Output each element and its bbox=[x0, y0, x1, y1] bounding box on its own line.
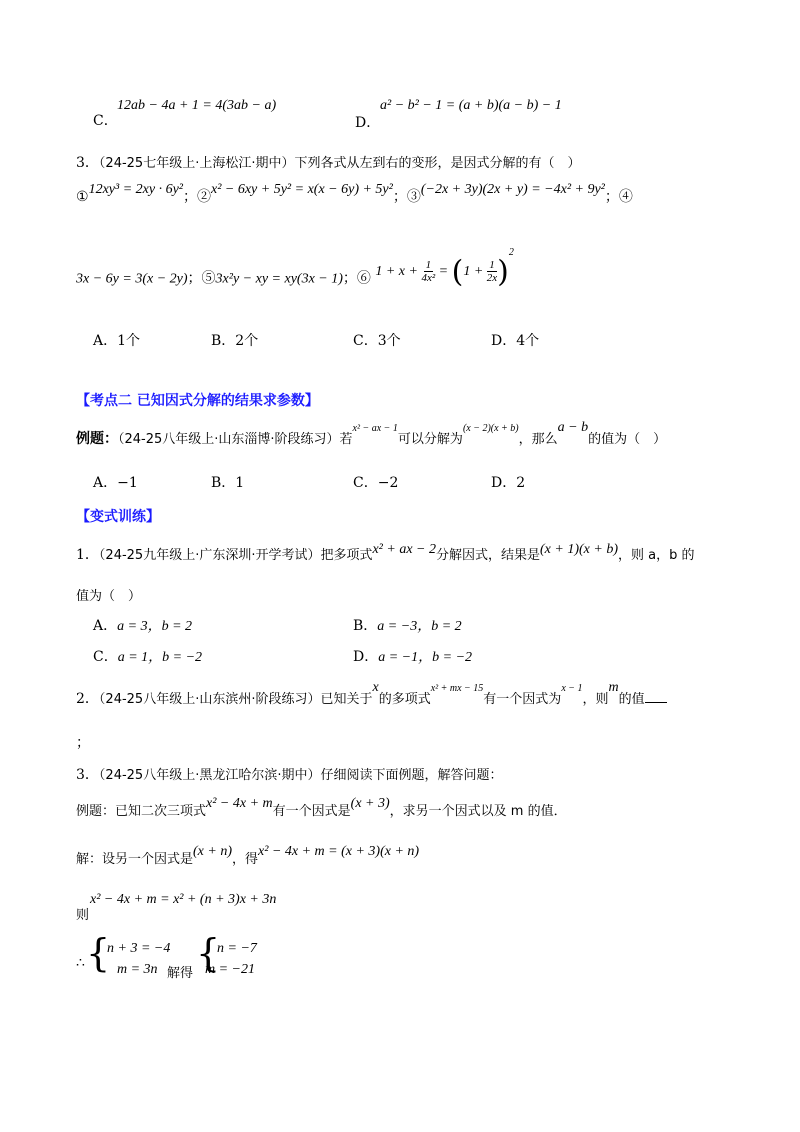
item-1-mark: ① bbox=[76, 189, 89, 205]
item-2-mark: ；② bbox=[182, 189, 211, 205]
poly: x² + mx − 15 bbox=[430, 683, 484, 694]
option-d-expr: a² − b² − 1 = (a + b)(a − b) − 1 bbox=[380, 98, 562, 113]
fraction: $\frac{1}{2x}$ bbox=[486, 259, 498, 284]
question-3 bbox=[76, 152, 580, 172]
option-c-label: C． bbox=[93, 113, 118, 129]
example-label: 例题： bbox=[76, 431, 118, 447]
practice-q3: 3．（24-25八年级上·黑龙江哈尔滨·期中）仔细阅读下面例题，解答问题： bbox=[76, 767, 503, 783]
practice-q1-option-c: C．a = 1，b = −2 bbox=[93, 649, 203, 665]
item-1-expr: 12xy³ = 2xy · 6y² bbox=[88, 182, 183, 197]
solution-line: 解：设另一个因式是(x + n)，得x² − 4x + m = (x + 3)(x + n) bbox=[76, 844, 420, 867]
example-option-d: D．2 bbox=[491, 475, 526, 491]
q3-option-d: D．4个 bbox=[491, 333, 540, 349]
question-number: 3． bbox=[76, 155, 99, 171]
practice-q2-line2: ； bbox=[76, 735, 90, 751]
system-1-eq-2: m = 3n bbox=[117, 962, 158, 977]
poly: x² − 4x + m bbox=[206, 796, 273, 811]
item-2-expr: x² − 6xy + 5y² = x(x − 6y) + 5y² bbox=[210, 182, 393, 197]
system-2-eq-2: m = −21 bbox=[205, 962, 256, 977]
practice-q3-example: 例题：已知二次三项式x² − 4x + m有一个因式是(x + 3)，求另一个因式以及 m 的值． bbox=[76, 796, 567, 819]
poly: x² + ax − 2 bbox=[372, 542, 436, 557]
var-x: x bbox=[372, 680, 379, 695]
system-2-eq-1: n = −7 bbox=[217, 941, 257, 956]
item-5-mark: ；⑤ bbox=[187, 270, 216, 287]
practice-heading: 【变式训练】 bbox=[76, 509, 160, 525]
factor: (x + n) bbox=[193, 844, 233, 859]
fraction: $\frac{1}{\text{4x²}}$ bbox=[421, 259, 436, 284]
item-4-mark: ；④ bbox=[604, 189, 633, 205]
factor: x − 1 bbox=[561, 683, 583, 694]
section-heading: 【考点二 已知因式分解的结果求参数】 bbox=[76, 393, 319, 409]
poly: x² − ax − 1 bbox=[352, 423, 398, 434]
expr: a − b bbox=[557, 420, 589, 435]
question-3-items-row2 bbox=[76, 247, 514, 297]
practice-q1-option-a: A．a = 3，b = 2 bbox=[93, 618, 193, 634]
practice-q1: 1．（24-25九年级上·广东深圳·开学考试）把多项式x² + ax − 2分解因式，结果是(x + 1)(x + b)，则 a，b 的 bbox=[76, 542, 695, 563]
answer-blank[interactable] bbox=[645, 690, 667, 703]
item-3-expr: (−2x + 3y)(2x + y) = −4x² + 9y² bbox=[420, 182, 605, 197]
item-3-mark: ；③ bbox=[392, 189, 421, 205]
var-m: m bbox=[608, 680, 619, 695]
factored: (x + 1)(x + b) bbox=[540, 542, 618, 557]
left-brace-icon: { bbox=[86, 931, 111, 975]
question-text: （24-25七年级上·上海松江·期中）下列各式从左到右的变形，是因式分解的有（ ） bbox=[98, 156, 581, 171]
solve-label: 解得 bbox=[167, 966, 194, 981]
therefore-symbol: ∴ bbox=[76, 955, 85, 971]
practice-q2: 2．（24-25八年级上·山东滨州·阶段练习）已知关于x的多项式$^{x^2 + mx - 15}$有一个因式为$^{x - 1}$，则m的值 bbox=[76, 688, 667, 708]
item-6-expr: 1 + x + $\frac{1}{\text{4x²}}$ = (1 + $\frac{1}{2x}$ )$^2$ bbox=[375, 247, 514, 289]
question-3-items-row1 bbox=[76, 182, 633, 206]
option-d-label: D． bbox=[355, 115, 381, 131]
then-label: 则 bbox=[76, 908, 90, 923]
item-5-expr: 3x²y − xy = xy(3x − 1) bbox=[215, 271, 343, 287]
equation: x² − 4x + m = (x + 3)(x + n) bbox=[258, 844, 420, 859]
option-c-expr: 12ab − 4a + 1 = 4(3ab − a) bbox=[117, 98, 277, 113]
example-option-c: C．−2 bbox=[353, 475, 399, 491]
q3-option-c: C．3个 bbox=[353, 333, 401, 349]
system-1-eq-1: n + 3 = −4 bbox=[107, 941, 171, 956]
practice-q1-option-d: D．a = −1，b = −2 bbox=[353, 649, 473, 665]
item-6-mark: ；⑥ bbox=[342, 270, 371, 287]
q3-option-b: B．2个 bbox=[211, 333, 259, 349]
practice-q1-option-b: B．a = −3，b = 2 bbox=[353, 618, 462, 634]
then-equation: x² − 4x + m = x² + (n + 3)x + 3n bbox=[90, 892, 277, 907]
q3-option-a: A．1个 bbox=[93, 333, 141, 349]
example-option-a: A．−1 bbox=[93, 475, 138, 491]
practice-q1-line2: 值为（ ） bbox=[76, 589, 142, 604]
factor: (x + 3) bbox=[350, 796, 390, 811]
example-option-b: B．1 bbox=[211, 475, 245, 491]
left-brace-icon: { bbox=[196, 931, 221, 975]
factored: (x − 2)(x + b) bbox=[462, 423, 519, 434]
item-4-expr: 3x − 6y = 3(x − 2y) bbox=[76, 271, 188, 287]
example-question: 例题：（24-25八年级上·山东淄博·阶段练习）若$^{x^2 - ax - 1}$可以分解为$^{(x - 2)(x + b)}$，那么a − b的值为（ ） bbox=[76, 420, 667, 447]
